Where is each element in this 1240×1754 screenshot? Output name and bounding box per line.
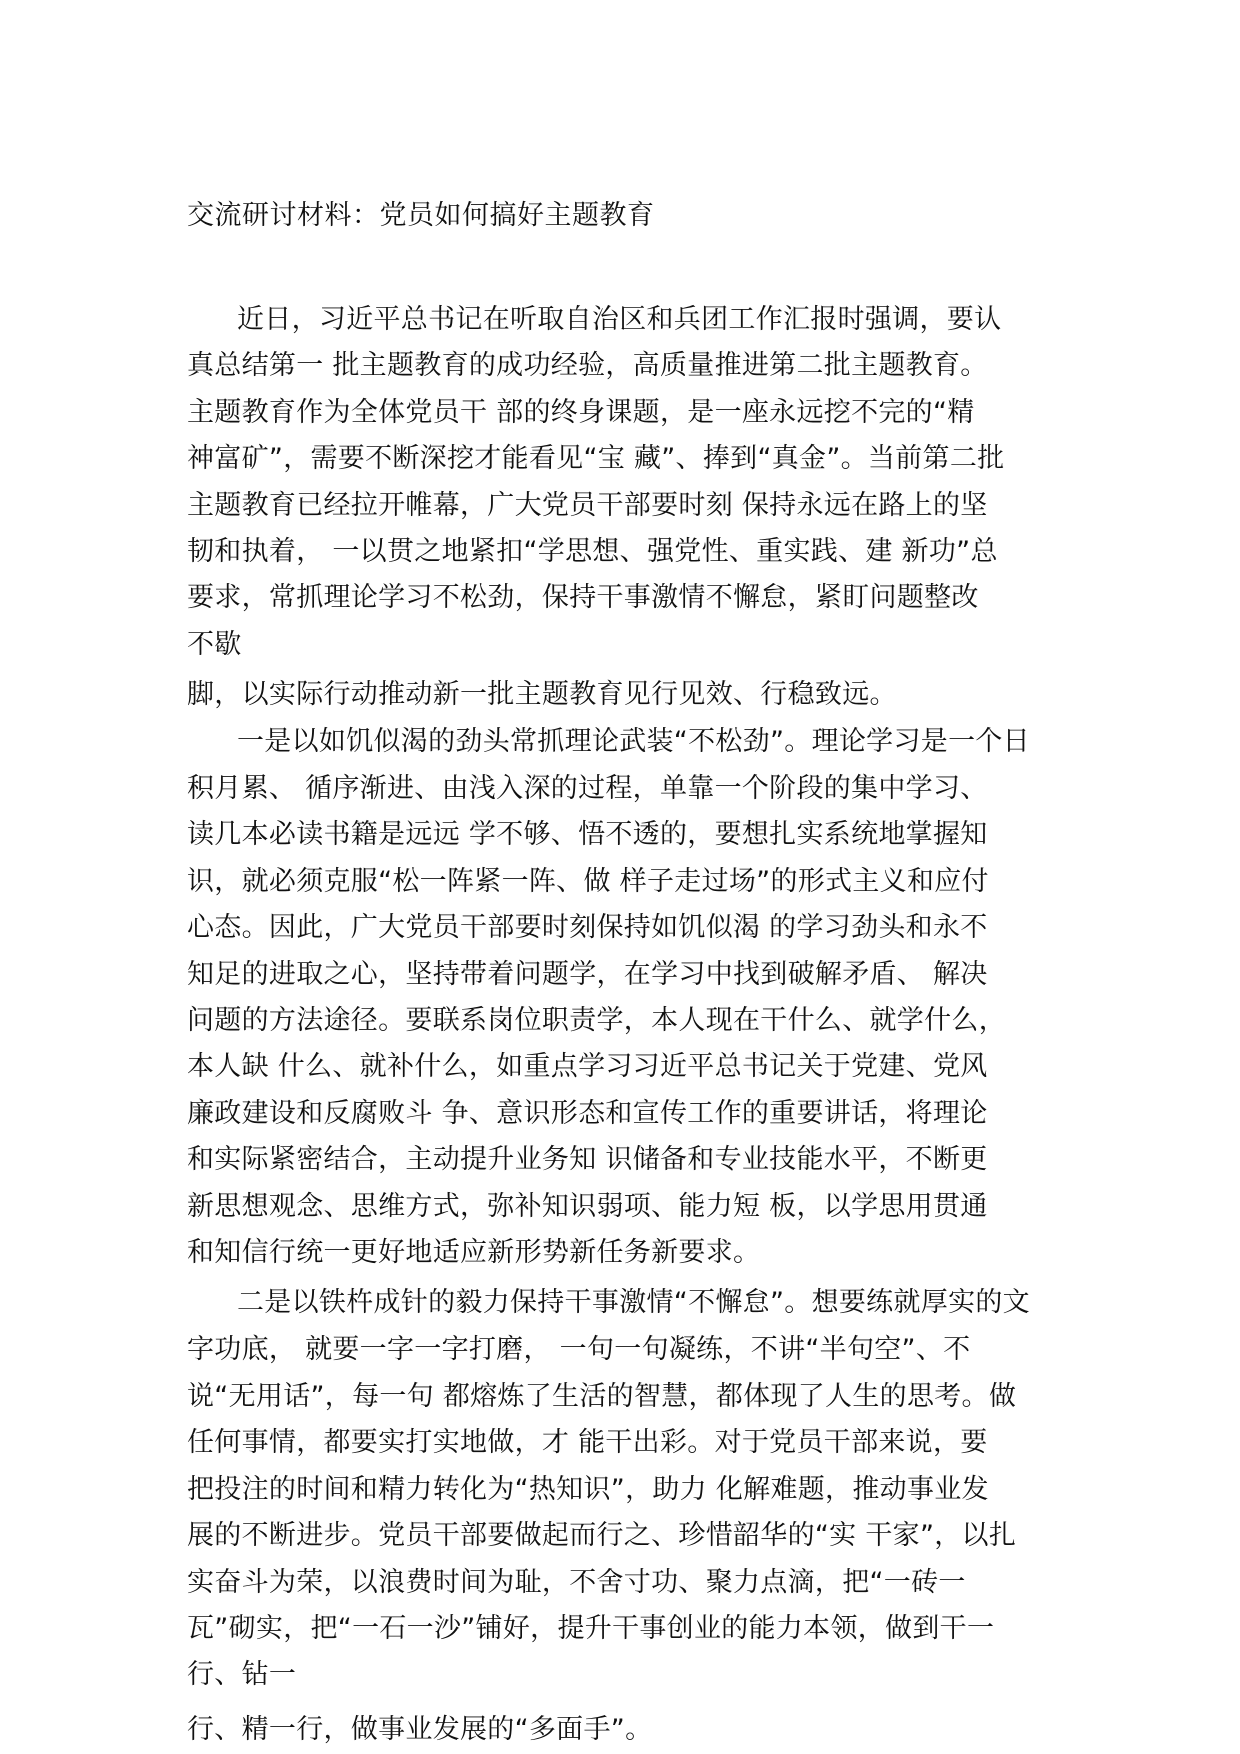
paragraph-5-line-1: 行、精一行，做事业发展的“多面手”。 (187, 1714, 653, 1745)
paragraph-3-line-3: 读几本必读书籍是远远 学不够、悟不透的，要想扎实系统地掌握知 (187, 819, 988, 850)
paragraph-3-line-6: 知足的进取之心，坚持带着问题学，在学习中找到破解矛盾、 解决 (187, 959, 988, 990)
paragraph-1-line-2: 真总结第一 批主题教育的成功经验，高质量推进第二批主题教育。 (187, 350, 988, 381)
paragraph-2-line-1: 脚，以实际行动推动新一批主题教育见行见效、行稳致远。 (187, 679, 897, 710)
paragraph-3-line-10: 和实际紧密结合，主动提升业务知 识储备和专业技能水平，不断更 (187, 1144, 988, 1175)
paragraph-1-line-6: 韧和执着， 一以贯之地紧扣“学思想、强党性、重实践、建 新功”总 (187, 536, 998, 567)
paragraph-3-line-5: 心态。因此，广大党员干部要时刻保持如饥似渴 的学习劲头和永不 (187, 912, 988, 943)
paragraph-3-line-8: 本人缺 什么、就补什么，如重点学习习近平总书记关于党建、党风 (187, 1051, 988, 1082)
paragraph-4-line-2: 字功底， 就要一字一字打磨， 一句一句凝练，不讲“半句空”、不 (187, 1334, 971, 1365)
paragraph-3-line-12: 和知信行统一更好地适应新形势新任务新要求。 (187, 1237, 761, 1268)
paragraph-1-line-1: 近日，习近平总书记在听取自治区和兵团工作汇报时强调，要认 (237, 304, 1002, 335)
paragraph-4-line-4: 任何事情，都要实打实地做，才 能干出彩。对于党员干部来说，要 (187, 1427, 988, 1458)
paragraph-4-line-7: 实奋斗为荣，以浪费时间为耻，不舍寸功、聚力点滴，把“一砖一 (187, 1567, 966, 1598)
document-title: 交流研讨材料：党员如何搞好主题教育 (187, 200, 655, 231)
paragraph-3-line-7: 问题的方法途径。要联系岗位职责学，本人现在干什么、就学什么， (187, 1005, 1006, 1036)
paragraph-3-line-2: 积月累、 循序渐进、由浅入深的过程，单靠一个阶段的集中学习、 (187, 773, 988, 804)
paragraph-3-line-1: 一是以如饥似渴的劲头常抓理论武装“不松劲”。理论学习是一个日 (237, 726, 1030, 757)
paragraph-4-line-3: 说“无用话”，每一句 都熔炼了生活的智慧，都体现了人生的思考。做 (187, 1381, 1017, 1412)
paragraph-4-line-8: 瓦”砌实，把“一石一沙”铺好，提升干事创业的能力本领，做到干一 (187, 1613, 995, 1644)
paragraph-1-line-8: 不歇 (187, 629, 242, 660)
paragraph-1-line-4: 神富矿”，需要不断深挖才能看见“宝 藏”、捧到“真金”。当前第二批 (187, 443, 1005, 474)
paragraph-3-line-4: 识，就必须克服“松一阵紧一阵、做 样子走过场”的形式主义和应付 (187, 866, 989, 897)
paragraph-4-line-5: 把投注的时间和精力转化为“热知识”，助力 化解难题，推动事业发 (187, 1474, 989, 1505)
paragraph-1-line-5: 主题教育已经拉开帷幕，广大党员干部要时刻 保持永远在路上的坚 (187, 490, 988, 521)
paragraph-3-line-11: 新思想观念、思维方式，弥补知识弱项、能力短 板，以学思用贯通 (187, 1191, 988, 1222)
paragraph-3-line-9: 廉政建设和反腐败斗 争、意识形态和宣传工作的重要讲话，将理论 (187, 1098, 988, 1129)
paragraph-4-line-6: 展的不断进步。党员干部要做起而行之、珍惜韶华的“实 干家”，以扎 (187, 1520, 1017, 1551)
paragraph-1-line-7: 要求，常抓理论学习不松劲，保持干事激情不懈怠，紧盯问题整改 (187, 582, 979, 613)
paragraph-4-line-1: 二是以铁杵成针的毅力保持干事激情“不懈怠”。想要练就厚实的文 (237, 1287, 1030, 1318)
paragraph-1-line-3: 主题教育作为全体党员干 部的终身课题，是一座永远挖不完的“精 (187, 397, 975, 428)
paragraph-4-line-9: 行、钻一 (187, 1659, 297, 1690)
